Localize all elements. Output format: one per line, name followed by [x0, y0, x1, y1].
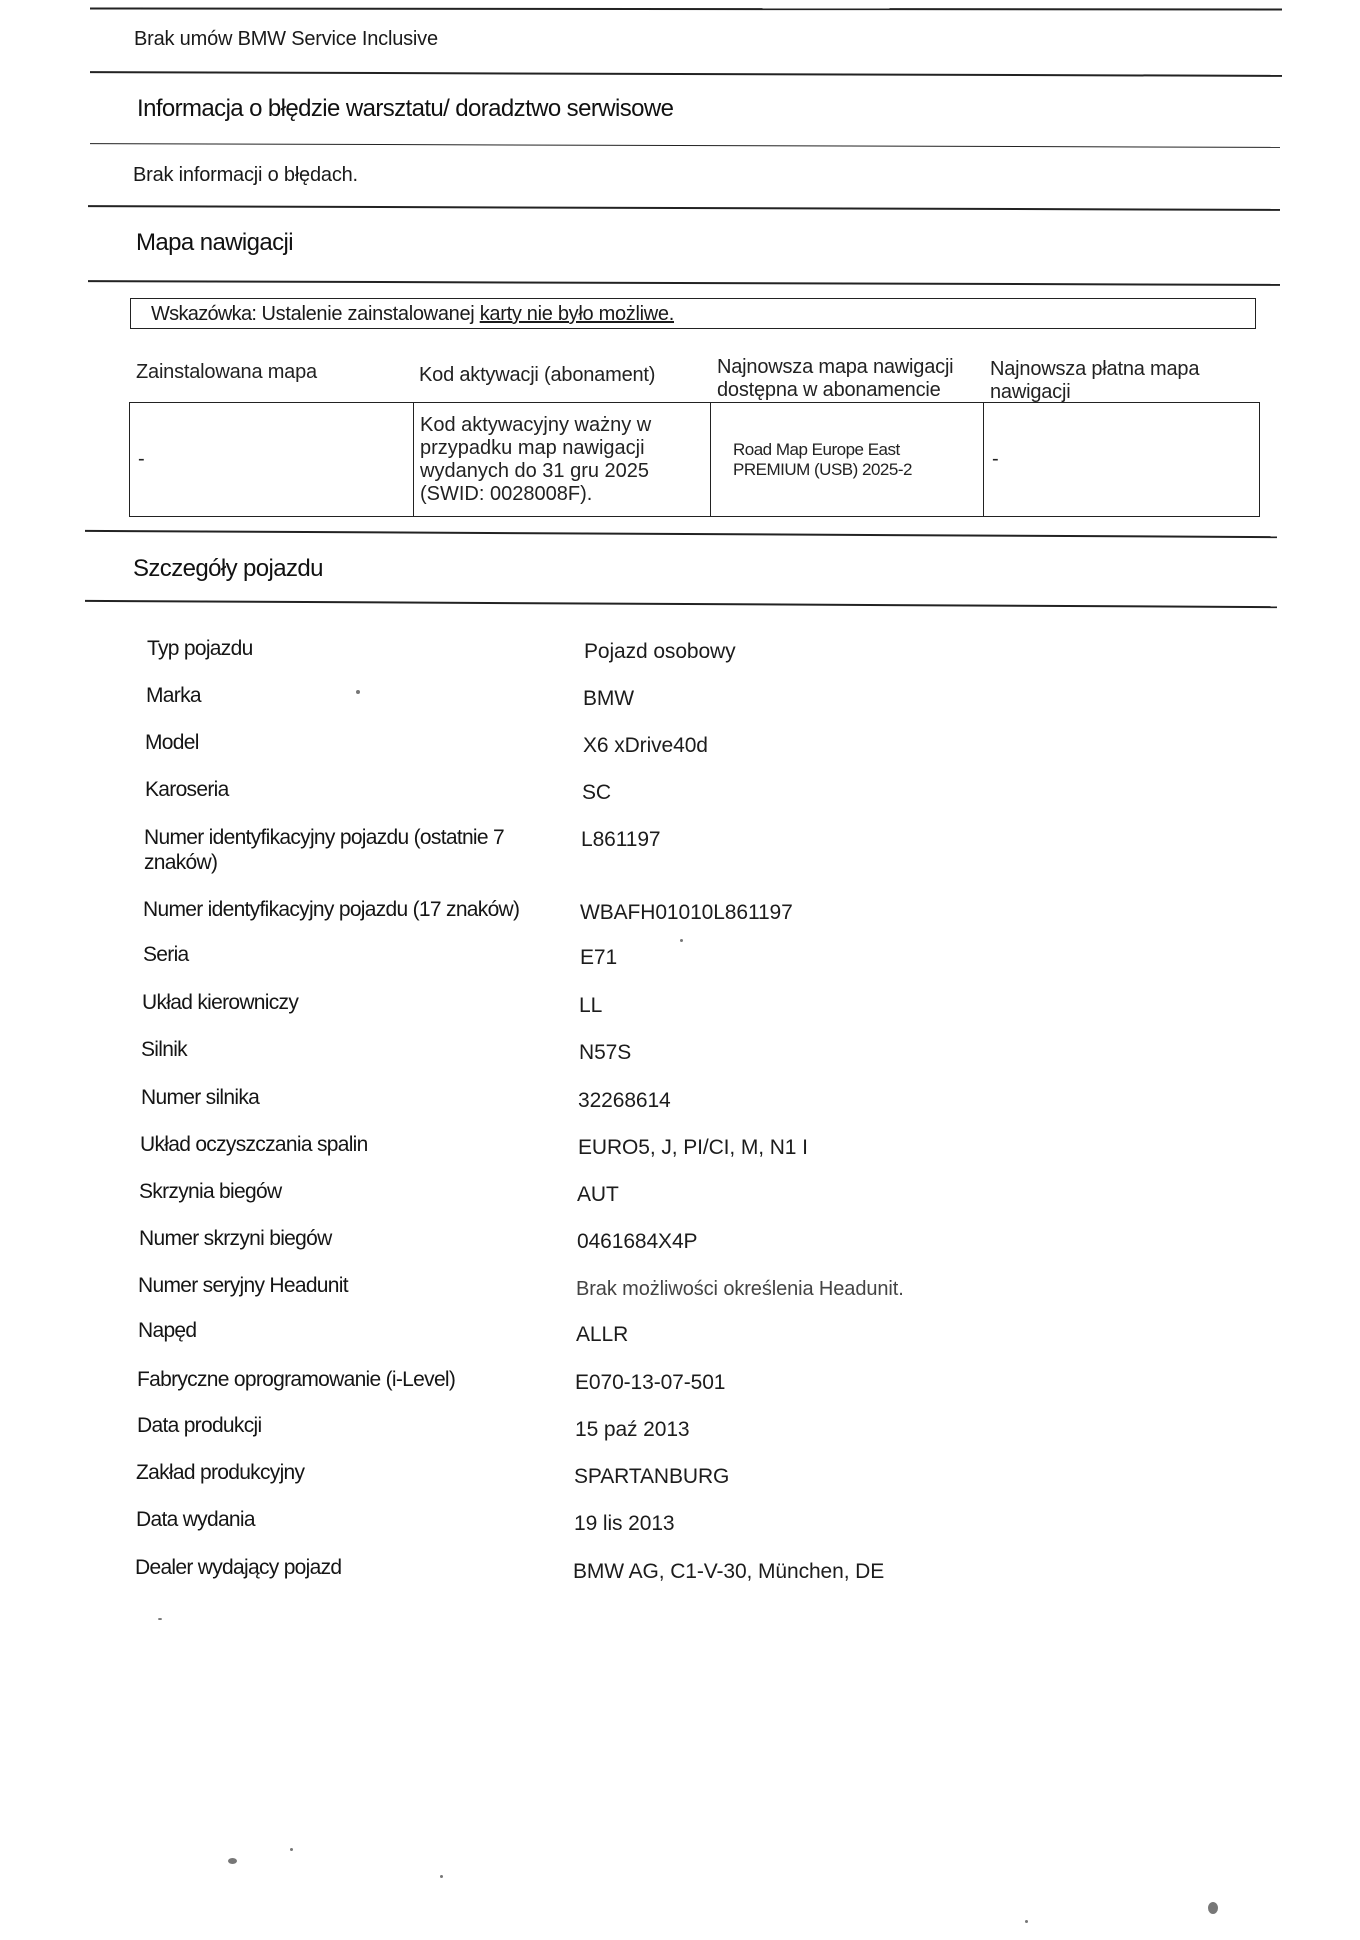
detail-value: SPARTANBURG	[574, 1465, 730, 1488]
section-title-navigation-map: Mapa nawigacji	[136, 229, 294, 256]
service-inclusive-text: Brak umów BMW Service Inclusive	[134, 28, 438, 50]
detail-value: Pojazd osobowy	[584, 640, 736, 663]
detail-value: AUT	[577, 1183, 619, 1206]
detail-label: Data produkcji	[137, 1414, 262, 1437]
column-header-installed-map: Zainstalowana mapa	[136, 361, 317, 383]
detail-value: N57S	[579, 1041, 632, 1064]
scan-speck	[158, 1618, 162, 1620]
detail-label: Marka	[146, 684, 201, 707]
detail-value: ALLR	[576, 1323, 629, 1346]
section-title-vehicle-details: Szczegóły pojazdu	[133, 555, 323, 582]
cell-installed-map: -	[130, 403, 414, 517]
detail-label: Numer identyfikacyjny pojazdu (17 znaków)	[143, 898, 520, 921]
scan-speck	[440, 1875, 443, 1878]
scan-speck	[228, 1858, 237, 1864]
detail-value: BMW AG, C1-V-30, München, DE	[573, 1560, 885, 1583]
detail-value: 32268614	[578, 1089, 671, 1112]
workshop-info-text: Brak informacji o błędach.	[133, 164, 358, 186]
detail-label: Numer silnika	[141, 1086, 260, 1109]
detail-label: Karoseria	[145, 778, 229, 801]
hint-label: Wskazówka:	[151, 303, 257, 325]
divider	[88, 205, 1280, 211]
divider	[90, 143, 1280, 148]
hint-text: Ustalenie zainstalowanej	[261, 303, 480, 325]
detail-label: Data wydania	[136, 1508, 255, 1531]
detail-label: Typ pojazdu	[147, 637, 253, 660]
detail-label: Układ kierowniczy	[142, 991, 299, 1014]
detail-value: L861197	[581, 828, 661, 851]
column-header-activation-code: Kod aktywacji (abonament)	[419, 364, 656, 386]
detail-label: Model	[145, 731, 199, 754]
detail-value: 19 lis 2013	[574, 1512, 675, 1535]
detail-label: Silnik	[141, 1038, 187, 1061]
detail-value: E070-13-07-501	[575, 1371, 726, 1394]
hint-text-underlined: karty nie było możliwe.	[479, 303, 674, 325]
cell-activation-code: Kod aktywacyjny ważny w przypadku map nawigacji wydanych do 31 gru 2025 (SWID: 0028008F).	[414, 403, 711, 517]
scan-speck	[290, 1848, 293, 1851]
detail-label: Dealer wydający pojazd	[135, 1556, 342, 1579]
table-row	[130, 403, 1260, 517]
detail-label: Zakład produkcyjny	[136, 1461, 305, 1484]
column-header-latest-subscription-map: Najnowsza mapa nawigacji dostępna w abonamencie	[717, 356, 954, 401]
detail-value: Brak możliwości określenia Headunit.	[576, 1278, 904, 1300]
divider	[90, 71, 1282, 77]
detail-value: 0461684X4P	[577, 1230, 698, 1253]
detail-label: Układ oczyszczania spalin	[140, 1133, 368, 1156]
column-header-latest-paid-map: Najnowsza płatna mapa nawigacji	[990, 358, 1200, 403]
scan-speck	[356, 690, 360, 694]
divider	[85, 600, 1277, 608]
section-title-workshop: Informacja o błędzie warsztatu/ doradztwo serwisowe	[137, 95, 674, 122]
detail-label: Numer skrzyni biegów	[139, 1227, 332, 1250]
scan-speck	[1208, 1902, 1218, 1914]
detail-label: Seria	[143, 943, 189, 966]
detail-value: BMW	[583, 687, 635, 710]
detail-value: WBAFH01010L861197	[580, 901, 793, 924]
divider	[85, 530, 1277, 538]
detail-value: EURO5, J, PI/CI, M, N1 I	[578, 1136, 808, 1159]
detail-label: Numer identyfikacyjny pojazdu (ostatnie 7 znaków)	[144, 826, 504, 874]
detail-label: Skrzynia biegów	[139, 1180, 282, 1203]
detail-value: LL	[579, 994, 603, 1017]
detail-label: Napęd	[138, 1319, 197, 1342]
detail-label: Numer seryjny Headunit	[138, 1274, 348, 1297]
navigation-map-table	[129, 402, 1260, 517]
detail-value: E71	[580, 946, 618, 969]
scan-speck	[1025, 1920, 1028, 1923]
cell-latest-subscription-map: Road Map Europe East PREMIUM (USB) 2025-2	[711, 403, 984, 517]
detail-value: 15 paź 2013	[575, 1418, 690, 1441]
detail-value: X6 xDrive40d	[583, 734, 708, 757]
hint-box	[130, 298, 1256, 329]
scan-speck	[680, 939, 683, 942]
detail-label: Fabryczne oprogramowanie (i-Level)	[137, 1368, 456, 1391]
detail-value: SC	[582, 781, 611, 804]
divider	[88, 280, 1280, 286]
divider	[90, 7, 1282, 10]
cell-latest-paid-map: -	[984, 403, 1260, 517]
